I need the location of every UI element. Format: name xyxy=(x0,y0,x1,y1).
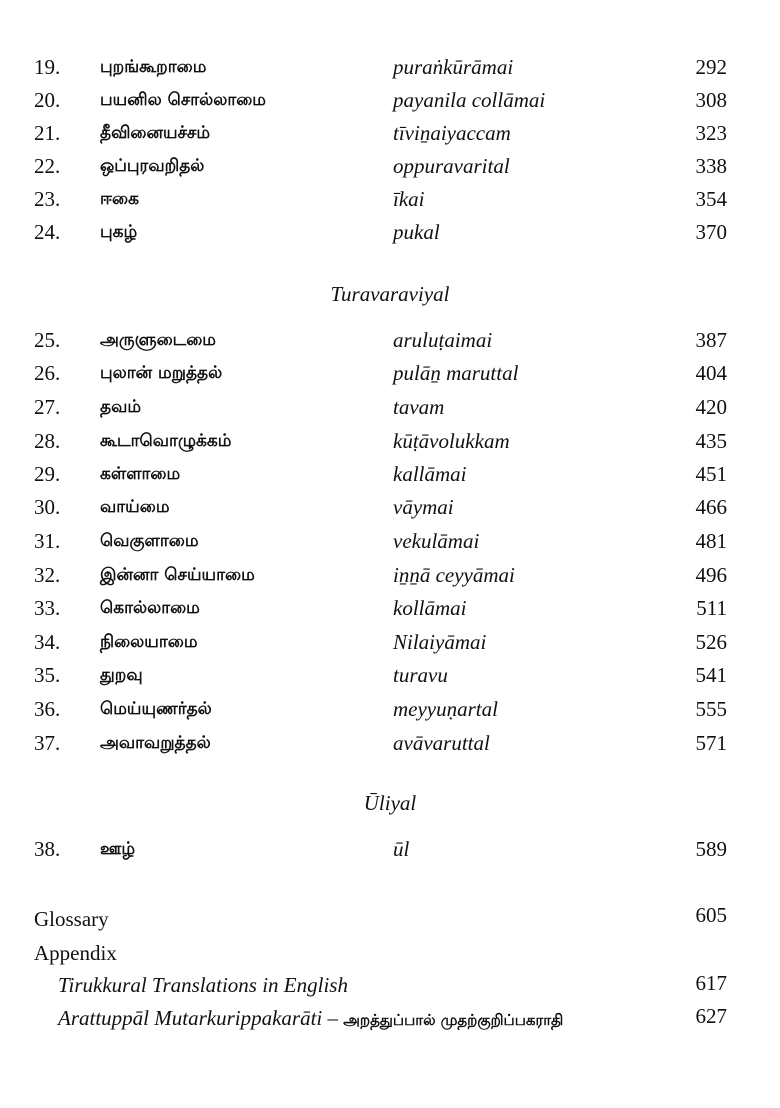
entry-tamil-title: அருளுடைமை xyxy=(100,330,216,350)
entry-number: 22. xyxy=(34,154,61,178)
entry-tamil-title: புலான் மறுத்தல் xyxy=(100,363,223,383)
entry-transliteration: oppuravarital xyxy=(393,154,510,178)
entry-tamil-title: கள்ளாமை xyxy=(100,464,181,484)
toc-entry xyxy=(0,692,780,726)
entry-tamil-title: மெய்யுணர்தல் xyxy=(100,699,212,719)
entry-page-number: 589 xyxy=(695,837,727,861)
glossary-label: Glossary xyxy=(34,907,109,931)
entry-transliteration: payanila collāmai xyxy=(393,88,546,112)
entry-tamil-title: வாய்மை xyxy=(100,497,170,517)
entry-page-number: 370 xyxy=(695,220,727,244)
entry-number: 27. xyxy=(34,395,61,419)
entry-page-number: 435 xyxy=(695,429,727,453)
entry-page-number: 541 xyxy=(695,663,727,687)
entry-tamil-title: கூடாவொழுக்கம் xyxy=(100,431,232,451)
appendix-item xyxy=(58,968,348,1002)
entry-number: 30. xyxy=(34,495,61,519)
entry-transliteration: meyyuṇartal xyxy=(393,697,498,721)
entry-tamil-title: புறங்கூறாமை xyxy=(100,57,207,77)
toc-entry xyxy=(0,457,780,491)
entry-number: 21. xyxy=(34,121,61,145)
entry-transliteration: aruluṭaimai xyxy=(393,328,493,352)
entry-number: 23. xyxy=(34,187,61,211)
entry-tamil-title: கொல்லாமை xyxy=(100,598,200,618)
entry-number: 20. xyxy=(34,88,61,112)
toc-entry xyxy=(0,149,780,183)
entry-tamil-title: தீவினையச்சம் xyxy=(100,123,211,143)
appendix-item-tamil: அறத்துப்பால் முதற்குறிப்பகராதி xyxy=(343,1011,564,1029)
appendix-item xyxy=(58,1001,563,1037)
toc-entry xyxy=(0,625,780,659)
entry-number: 38. xyxy=(34,837,61,861)
entry-number: 28. xyxy=(34,429,61,453)
entry-page-number: 404 xyxy=(695,361,727,385)
appendix-item-label: Arattuppāl Mutarkurippakarāti – xyxy=(58,1006,338,1030)
entry-transliteration: iṉṉā ceyyāmai xyxy=(393,563,515,587)
entry-number: 26. xyxy=(34,361,61,385)
entry-page-number: 496 xyxy=(695,563,727,587)
toc-entry xyxy=(0,658,780,692)
toc-entry xyxy=(0,215,780,249)
entry-number: 35. xyxy=(34,663,61,687)
entry-page-number: 526 xyxy=(695,630,727,654)
entry-number: 32. xyxy=(34,563,61,587)
appendix-item-page-number: 617 xyxy=(695,971,727,995)
appendix-item-label: Tirukkural Translations in English xyxy=(58,973,348,997)
entry-tamil-title: இன்னா செய்யாமை xyxy=(100,565,255,585)
glossary-page-number: 605 xyxy=(695,903,727,927)
entry-transliteration: tavam xyxy=(393,395,445,419)
entry-page-number: 451 xyxy=(695,462,727,486)
toc-entry xyxy=(0,116,780,150)
toc-entry xyxy=(0,323,780,357)
toc-entry xyxy=(0,424,780,458)
entry-page-number: 481 xyxy=(695,529,727,553)
entry-page-number: 511 xyxy=(696,596,727,620)
entry-page-number: 387 xyxy=(695,328,727,352)
entry-transliteration: tīviṉaiyaccam xyxy=(393,121,511,145)
entry-number: 31. xyxy=(34,529,61,553)
entry-page-number: 308 xyxy=(695,88,727,112)
entry-number: 25. xyxy=(34,328,61,352)
entry-tamil-title: நிலையாமை xyxy=(100,632,198,652)
entry-page-number: 420 xyxy=(695,395,727,419)
toc-entry xyxy=(0,591,780,625)
entry-tamil-title: ஊழ் xyxy=(100,839,136,859)
toc-entry xyxy=(0,390,780,424)
toc-entry xyxy=(0,524,780,558)
toc-entry xyxy=(0,490,780,524)
toc-entry xyxy=(0,356,780,390)
entry-page-number: 571 xyxy=(695,731,727,755)
entry-tamil-title: பயனில சொல்லாமை xyxy=(100,90,266,110)
entry-transliteration: pulāṉ maruttal xyxy=(393,361,519,385)
entry-transliteration: kallāmai xyxy=(393,462,467,486)
entry-tamil-title: ஈகை xyxy=(100,189,139,209)
entry-transliteration: kollāmai xyxy=(393,596,467,620)
entry-tamil-title: அவாவறுத்தல் xyxy=(100,733,211,753)
entry-number: 34. xyxy=(34,630,61,654)
entry-page-number: 555 xyxy=(695,697,727,721)
toc-entry xyxy=(0,832,780,866)
entry-page-number: 292 xyxy=(695,55,727,79)
entry-number: 29. xyxy=(34,462,61,486)
toc-entry xyxy=(0,182,780,216)
appendix-label: Appendix xyxy=(34,941,117,965)
appendix-item-page-number: 627 xyxy=(695,1004,727,1028)
entry-page-number: 338 xyxy=(695,154,727,178)
toc-entry xyxy=(0,726,780,760)
entry-tamil-title: வெகுளாமை xyxy=(100,531,199,551)
entry-transliteration: kūṭāvolukkam xyxy=(393,429,510,453)
entry-transliteration: puraṅkūrāmai xyxy=(393,55,514,79)
entry-tamil-title: துறவு xyxy=(100,665,143,685)
entry-transliteration: Nilaiyāmai xyxy=(393,630,487,654)
entry-number: 19. xyxy=(34,55,61,79)
entry-page-number: 466 xyxy=(695,495,727,519)
toc-entry xyxy=(0,83,780,117)
entry-page-number: 354 xyxy=(695,187,727,211)
entry-transliteration: ūl xyxy=(393,837,410,861)
entry-page-number: 323 xyxy=(695,121,727,145)
entry-transliteration: vekulāmai xyxy=(393,529,480,553)
toc-entry xyxy=(0,50,780,84)
toc-entry xyxy=(0,558,780,592)
entry-number: 24. xyxy=(34,220,61,244)
entry-transliteration: vāymai xyxy=(393,495,454,519)
entry-number: 33. xyxy=(34,596,61,620)
entry-transliteration: pukal xyxy=(393,220,440,244)
entry-tamil-title: புகழ் xyxy=(100,222,138,242)
entry-number: 37. xyxy=(34,731,61,755)
section-heading: Turavaraviyal xyxy=(330,282,450,306)
section-heading: Ūliyal xyxy=(363,791,417,815)
entry-transliteration: avāvaruttal xyxy=(393,731,490,755)
entry-tamil-title: ஒப்புரவறிதல் xyxy=(100,156,205,176)
entry-number: 36. xyxy=(34,697,61,721)
entry-transliteration: turavu xyxy=(393,663,448,687)
entry-transliteration: īkai xyxy=(393,187,425,211)
entry-tamil-title: தவம் xyxy=(100,397,142,417)
